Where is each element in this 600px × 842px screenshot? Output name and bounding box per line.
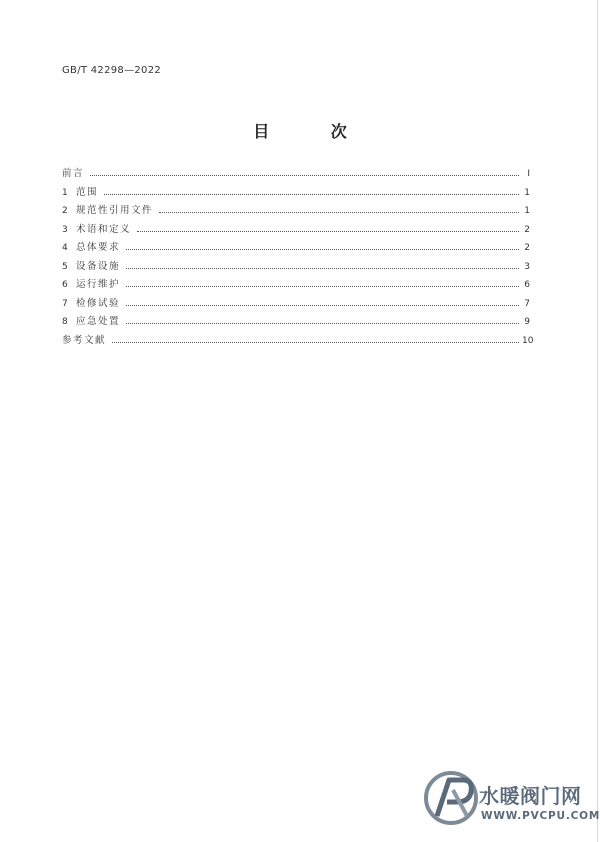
toc-entry-number: 4 (62, 243, 68, 253)
toc-entry-1[interactable] (62, 184, 530, 203)
toc-entry-8[interactable] (62, 313, 530, 332)
toc-entry-title: 总体要求 (76, 242, 121, 253)
toc-entry-number: 3 (62, 224, 68, 235)
watermark-logo (415, 770, 600, 842)
toc-entry-4[interactable] (62, 239, 530, 258)
toc-entry-title: 参考文献 (62, 334, 107, 346)
toc-entry-bibliography[interactable] (62, 332, 534, 351)
dot-leader (126, 249, 519, 250)
toc-entry-title: 术语和定义 (76, 223, 132, 235)
toc-entry-foreword[interactable] (62, 165, 530, 184)
toc-entry-page: 1 (524, 187, 530, 198)
toc-entry-title: 检修试验 (76, 297, 121, 309)
toc-entry-page: 2 (524, 224, 530, 235)
toc-entry-title: 运行维护 (76, 279, 121, 290)
toc-entry-page: 1 (524, 206, 530, 216)
toc-entry-page: 10 (522, 335, 534, 346)
toc-title: 目 次 (253, 122, 375, 141)
dot-leader (90, 175, 519, 176)
toc-entry-page: 3 (524, 261, 530, 272)
toc-entry-3[interactable] (62, 221, 530, 240)
toc-entry-5[interactable] (62, 258, 530, 277)
dot-leader (159, 212, 519, 213)
dot-leader (104, 194, 519, 195)
dot-leader (112, 342, 519, 343)
toc-entry-title: 范围 (76, 186, 99, 198)
toc-entry-2[interactable] (62, 202, 530, 221)
dot-leader (126, 305, 519, 306)
dot-leader (126, 268, 519, 269)
toc-entry-title: 应急处置 (76, 316, 121, 327)
watermark-url: WWW.PVCPU.COM (481, 810, 600, 822)
toc-entry-page: 6 (524, 280, 530, 290)
toc-entry-page: 7 (524, 298, 530, 309)
toc-entry-page: 9 (524, 317, 530, 327)
toc-entry-number: 7 (62, 298, 68, 309)
toc-entry-title: 设备设施 (76, 260, 121, 272)
toc-entry-title: 规范性引用文件 (76, 205, 154, 216)
toc-entry-number: 5 (62, 261, 68, 272)
toc-entry-6[interactable] (62, 276, 530, 295)
toc-entry-number: 8 (62, 317, 68, 327)
toc-entry-7[interactable] (62, 295, 530, 314)
dot-leader (137, 231, 519, 232)
valve-logo-icon (423, 770, 479, 826)
toc-entry-number: 6 (62, 280, 68, 290)
toc-entry-page: 2 (524, 243, 530, 253)
dot-leader (126, 286, 519, 287)
toc-entry-page: Ⅰ (527, 169, 530, 179)
dot-leader (126, 323, 519, 324)
toc-entry-number: 1 (62, 187, 68, 198)
toc-entry-title: 前言 (62, 168, 85, 179)
watermark-site-name: 水暖阀门网 (479, 784, 582, 808)
toc-entry-number: 2 (62, 206, 68, 216)
table-of-contents (62, 165, 534, 350)
standard-number: GB/T 42298—2022 (62, 65, 162, 76)
